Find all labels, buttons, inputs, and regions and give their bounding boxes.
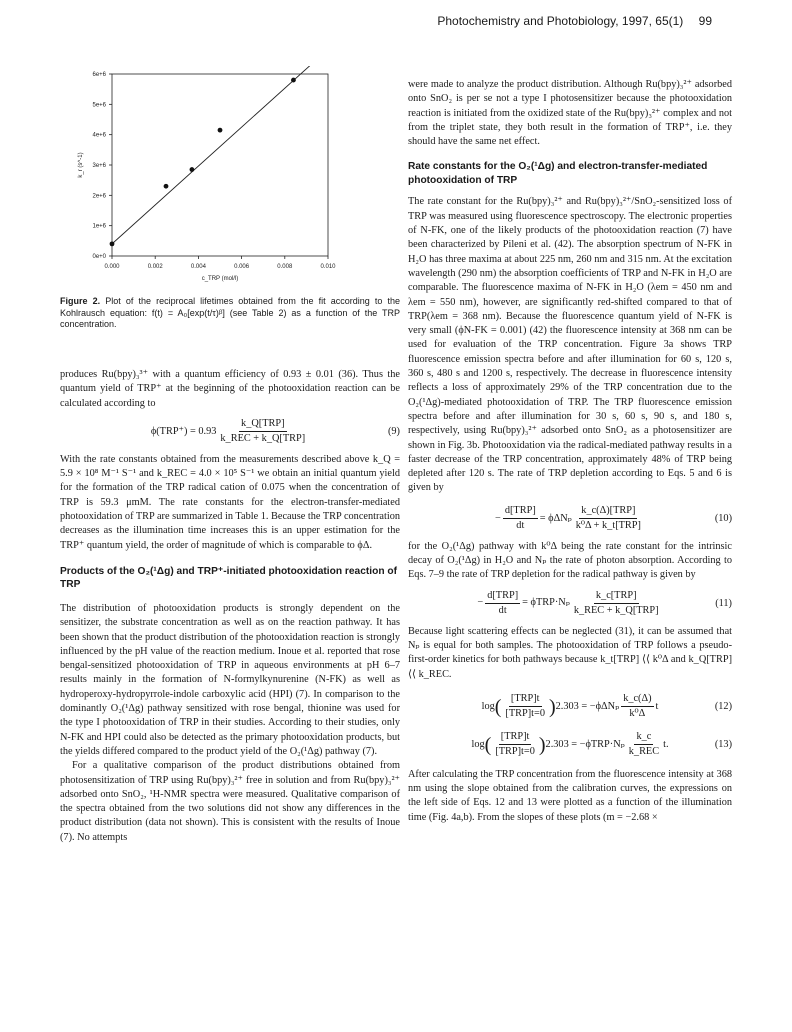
eq13-ratio bbox=[493, 730, 537, 760]
right-column bbox=[408, 78, 732, 825]
figure-2-caption bbox=[60, 296, 400, 331]
eq9-numerator: k_Q[TRP] bbox=[239, 417, 286, 432]
eq13-rate-den: k_REC bbox=[628, 746, 660, 758]
eq12-rate bbox=[621, 692, 653, 722]
y-tick-label: 2e+6 bbox=[92, 193, 106, 200]
y-tick-label: 4e+6 bbox=[92, 132, 106, 139]
eq10-mid: = ϕΔNₚ bbox=[539, 512, 572, 524]
left-paragraph-2: With the rate constants obtained from the measurements described above k_Q = 5.9 × 10⁸ M⁻¹ S⁻¹ and k_REC = 4.0 × 10⁵ S⁻¹ we obtain an initial quantum yield for the formation of the TRP radical cation of 0.075 when the concentration of TRP is 59.3 μmM. The rate constants for the electron-transfer-mediated photooxidation of TRP are summarized in Table 1. Because the TRP concentration decreases as the illumination time increases this is an upper estimation for the TRP⁺ quantum yield, the order of magnitude of which is comparable to ϕΔ. bbox=[60, 453, 400, 551]
figure-label: Figure 2. bbox=[60, 296, 101, 306]
right-paragraph-2: The rate constant for the Ru(bpy)₃²⁺ and Ru(bpy)₃²⁺/SnO₂-sensitized loss of TRP was measured using fluorescence spectroscopy. The electronic properties of N-FK, one of the likely products of the photooxidation reaction (7) have been characterized by Pileni et al. (42). The absorption spectrum of N-FK in H₂O has three maxima at about 225 nm, 260 nm and 315 nm. At the excitation wavelength (290 nm) the absorption coefficients of TRP and N-FK in H₂O are comparable. The fluorescence maxima of N-FK in H₂O (λem = 450 nm and λem = 550 nm), however, are significantly red-shifted compared to that of TRP(λem = 368 nm). Because the fluorescence quantum yield of N-FK is very small (ϕN-FK = 0.001) (42) the fluorescence intensity at 368 nm can be used for evaluation of the TRP concentration. Figure 3a shows TRP fluorescence emission spectra before and after illumination for 60 s, 120 s, 360 s, 480 s and 1200 s, respectively. The decrease in fluorescence intensity reflects a loss of approximately 29% of the TRP concentration due to the O₂(¹Δg)-mediated photooxidation of TRP. The TRP fluorescence emission spectra before and after illumination for 30 s, 60 s, 90 s, and 180 s, respectively, using Ru(bpy)₃²⁺ adsorbed onto SnO₂ as a photosensitizer are shown in Fig. 3b. Photooxidation via the radical-mediated pathway results in a faster decrease of the TRP concentration, approximately 48% of TRP being depleted after 120 s. The rate of TRP depletion according to Eqs. 5 and 6 is given by bbox=[408, 196, 733, 494]
left-paragraph-3: The distribution of photooxidation products is strongly dependent on the sensitizer, the substrate concentration as well as on the reaction pathway. It has been shown that the product distribution of the photooxidation reaction is strongly influenced by the pH value of the reaction medium. Inoue et al. reported that rose bengal-sensitized photooxidation of TRP in aqueous environments at pH 6–7 results mainly in the formation of N-formylkynurenine (N-FK) as well as hydroperoxy-hydropyrrole-indole carboxylic acid (HPI) (7). In comparison to the dominantly O₂(¹Δg) pathway sensitized with rose bengal, thionine was used for the type I photooxidation of TRP in their studies. According to their studies, only N-FK and HPI could also be detected as the primary photooxidation products, but the yields differed compared to the product yield of the O₂(¹Δg) pathway (7). bbox=[60, 602, 400, 757]
eq12-mid: 2.303 = −ϕΔNₚ bbox=[555, 700, 620, 712]
section-heading-products: Products of the O₂(¹Δg) and TRP⁺-initiated photooxidation reaction of TRP bbox=[60, 565, 397, 591]
eq11-mid: = ϕTRP·Nₚ bbox=[522, 597, 570, 609]
eq13-log: log bbox=[471, 738, 485, 750]
eq12-rate-den: k⁰Δ bbox=[629, 708, 646, 720]
y-axis-label: k_r (s^-1) bbox=[78, 152, 84, 178]
eq12-tail: t bbox=[655, 700, 659, 712]
y-tick-label: 1e+6 bbox=[92, 223, 106, 230]
left-paragraph-1: produces Ru(bpy)₃³⁺ with a quantum efficiency of 0.93 ± 0.01 (36). Thus the quantum yield of TRP⁺ at the beginning of the photooxidation reaction can be calculated according to bbox=[60, 369, 400, 409]
data-point bbox=[110, 241, 115, 246]
eq10-rhs-num: k_c(Δ)[TRP] bbox=[579, 504, 637, 519]
figure-2-chart bbox=[70, 66, 350, 286]
eq10-lhs-den: dt bbox=[516, 520, 525, 532]
section-heading-rate-constants: Rate constants for the O₂(¹Δg) and electron-transfer-mediated photooxidation of TRP bbox=[408, 161, 708, 186]
journal-citation: Photochemistry and Photobiology, 1997, 65(1) bbox=[437, 14, 684, 28]
left-paragraph-4: For a qualitative comparison of the product distributions obtained from photosensitization of TRP using Ru(bpy)₃²⁺ free in solution and from Ru(bpy)₃²⁺ adsorbed onto SnO₂, ¹H-NMR spectra were measured. Qualitative comparison of the spectra obtained from the two solutions did not show any differences in the product distribution (data not shown). This is consistent with the results of Inoue (7). No attempts bbox=[60, 760, 400, 843]
eq13-tail: t. bbox=[663, 738, 669, 750]
eq9-denominator: k_REC + k_Q[TRP] bbox=[220, 433, 306, 445]
right-paragraph-1: were made to analyze the product distribution. Although Ru(bpy)₃²⁺ adsorbed onto SnO₂ is per se not a type I photosensitizer because the photooxidation reaction is initiated from the oxidized state of the Ru(bpy)₃²⁺ complex and not from the triplet state, they both result in the formation of TRP⁺, i.e. they should have the same net effect. bbox=[408, 79, 732, 148]
eq9-number: (9) bbox=[387, 425, 400, 437]
eq13-number: (13) bbox=[714, 738, 732, 750]
x-tick-label: 0.002 bbox=[147, 264, 163, 270]
eq10-rhs-fraction bbox=[574, 504, 643, 534]
right-paragraph-4: Because light scattering effects can be neglected (31), it can be assumed that Nₚ is equal for both samples. The photooxidation of TRP follows a pseudo-first-order kinetics for both pathways because k_t[TRP] ⟨⟨ k⁰Δ and k_Q[TRP] ⟨⟨ k_REC. bbox=[408, 625, 732, 680]
eq12-ratio-den: [TRP]t=0 bbox=[505, 708, 545, 720]
eq11-number: (11) bbox=[715, 597, 732, 609]
equation-9 bbox=[60, 411, 400, 453]
plot-frame bbox=[112, 74, 328, 256]
x-tick-label: 0.010 bbox=[320, 264, 336, 270]
y-tick-label: 5e+6 bbox=[92, 102, 106, 109]
equation-13: log ( $\frac{\text{[TRP]t}}{\text{[TRP]t=0}}$ ) 2.303 = −ϕTRP·Nₚ $\frac{k\_c}{\text{k\_REC}}$ t. (13) bbox=[408, 728, 732, 762]
eq10-lhs-num: d[TRP] bbox=[503, 504, 538, 519]
eq13-ratio-den: [TRP]t=0 bbox=[495, 746, 535, 758]
right-paragraph-5: After calculating the TRP concentration from the fluorescence intensity at 368 nm using the slope obtained from the calibration curves, the expressions on the left side of Eqs. 12 and 13 were plotted as a function of the illumination time (Fig. 4a,b). From the slopes of these plots (m = −2.68 × bbox=[408, 768, 732, 823]
eq10-lhs-fraction bbox=[503, 504, 538, 534]
x-tick-label: 0.006 bbox=[234, 264, 250, 270]
x-tick-label: 0.008 bbox=[277, 264, 293, 270]
eq13-ratio-num: [TRP]t bbox=[499, 730, 532, 745]
eq9-fraction bbox=[218, 417, 307, 447]
eq11-rhs-fraction bbox=[572, 589, 661, 619]
eq10-rhs-den: k⁰Δ + k_t[TRP] bbox=[575, 520, 641, 532]
eq13-mid: 2.303 = −ϕTRP·Nₚ bbox=[545, 738, 625, 750]
eq11-rhs-den: k_REC + k_Q[TRP] bbox=[573, 605, 659, 617]
left-column bbox=[60, 368, 400, 845]
fit-line bbox=[112, 66, 311, 244]
eq9-lhs: ϕ(TRP⁺) = 0.93 bbox=[150, 425, 217, 437]
equation-12: log ( $\frac{\text{[TRP]t}}{\text{[TRP]t=0}}$ ) 2.303 = −ϕΔNₚ $\frac{k\_c(\Delta)}{\text{k⁰Δ}}$ t (12) bbox=[408, 690, 732, 724]
eq12-number: (12) bbox=[714, 700, 732, 712]
data-point bbox=[218, 128, 223, 133]
eq11-lhs-den: dt bbox=[498, 605, 507, 617]
eq12-ratio-num: [TRP]t bbox=[509, 692, 542, 707]
right-paragraph-3: for the O₂(¹Δg) pathway with k⁰Δ being the rate constant for the intrinsic decay of O₂(¹Δg) in H₂O and Nₚ the rate of photon absorption. According to Eqs. 7–9 the rate of TRP depletion for the radical pathway is given by bbox=[408, 540, 732, 581]
equation-10: − $\frac{\text{d[TRP]}}{dt}$ = ϕΔNₚ $\frac{\text{k\_c(Δ)[TRP]}}{\text{k⁰Δ + k\_t[TRP]}}$ (10) bbox=[408, 502, 732, 536]
y-tick-label: 6e+6 bbox=[92, 72, 106, 78]
eq11-rhs-num: k_c[TRP] bbox=[594, 589, 639, 604]
data-point bbox=[291, 78, 296, 83]
eq12-rate-num: k_c(Δ) bbox=[621, 692, 653, 707]
eq11-lhs-num: d[TRP] bbox=[485, 589, 520, 604]
equation-11: − $\frac{\text{d[TRP]}}{dt}$ = ϕTRP·Nₚ $\frac{\text{k\_c[TRP]}}{\text{k\_REC + k\_Q[TRP]}}$ (11) bbox=[408, 587, 732, 621]
eq12-log: log bbox=[481, 700, 495, 712]
figure-caption-text: Plot of the reciprocal lifetimes obtained from the fit according to the Kohlrausch equation: f(t) = A₀[exp(t/τ)ᵝ] (see Table 2) as a function of the TRP concentration. bbox=[60, 296, 400, 329]
data-point bbox=[190, 167, 195, 172]
x-axis-label: c_TRP (mol/l) bbox=[201, 276, 239, 282]
eq13-rate bbox=[627, 730, 661, 760]
x-tick-label: 0.004 bbox=[190, 264, 206, 270]
y-tick-label: 3e+6 bbox=[92, 163, 106, 169]
eq10-number: (10) bbox=[714, 512, 732, 524]
running-head bbox=[437, 14, 712, 28]
data-point bbox=[164, 184, 169, 189]
x-tick-label: 0.000 bbox=[104, 264, 120, 270]
y-tick-label: 0e+0 bbox=[92, 254, 106, 260]
eq12-ratio bbox=[503, 692, 547, 722]
page-number: 99 bbox=[698, 14, 712, 28]
eq11-lhs-fraction bbox=[485, 589, 520, 619]
eq13-rate-num: k_c bbox=[634, 730, 653, 745]
